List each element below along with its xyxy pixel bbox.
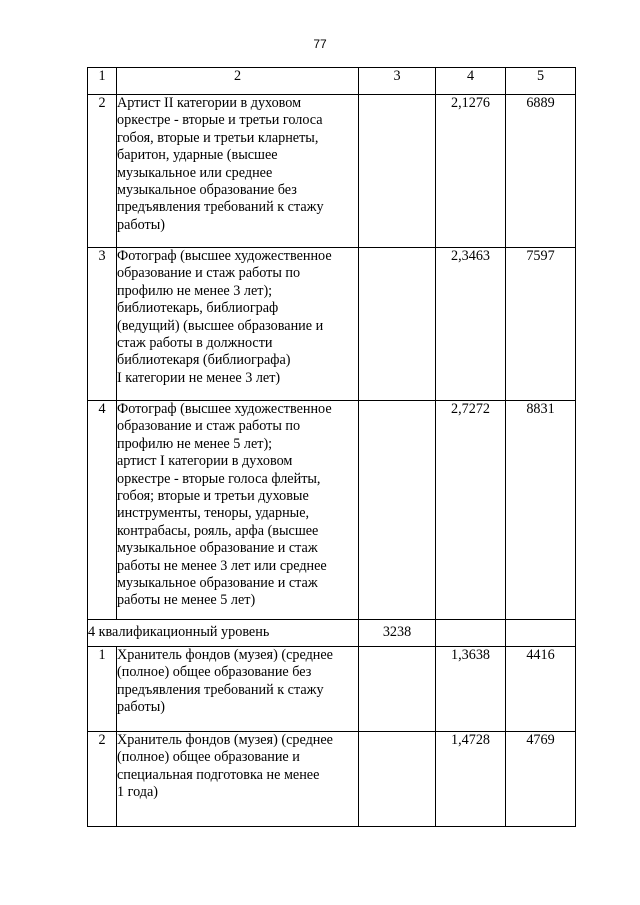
table-row [88, 95, 576, 248]
base-salary-cell: 3238 [359, 620, 436, 647]
coefficient-cell: 2,1276 [436, 95, 506, 248]
coefficient-cell: 2,3463 [436, 248, 506, 401]
empty-cell [359, 95, 436, 248]
position-description: Хранитель фондов (музея) (среднее (полное) общее образование без предъявления требований к стажу работы) [117, 647, 359, 732]
row-number: 2 [88, 732, 117, 827]
table-header-row [88, 68, 576, 95]
position-description: Хранитель фондов (музея) (среднее (полное) общее образование и специальная подготовка не менее 1 года) [117, 732, 359, 827]
table-row [88, 248, 576, 401]
coefficient-cell: 2,7272 [436, 401, 506, 620]
salary-cell: 8831 [506, 401, 576, 620]
salary-cell: 4416 [506, 647, 576, 732]
empty-cell [359, 732, 436, 827]
coefficient-cell: 1,3638 [436, 647, 506, 732]
salary-cell: 6889 [506, 95, 576, 248]
empty-cell [359, 647, 436, 732]
page-number: 77 [313, 37, 327, 51]
qualification-level-row [88, 620, 576, 647]
table-row [88, 732, 576, 827]
qualification-level-label: 4 квалификационный уровень [88, 620, 359, 647]
header-cell-5: 5 [506, 68, 576, 95]
row-number: 3 [88, 248, 117, 401]
row-number: 2 [88, 95, 117, 248]
salary-cell: 7597 [506, 248, 576, 401]
position-description: Фотограф (высшее художественное образование и стаж работы по профилю не менее 5 лет); артист I категории в духовом оркестре - вторые голоса флейты, гобоя; вторые и третьи духовые инструменты, теноры, ударные, контрабасы, рояль, арфа (высшее музыкальное образование и стаж работы не менее 3 лет или среднее музыкальное образование и стаж работы не менее 5 лет) [117, 401, 359, 620]
empty-cell [506, 620, 576, 647]
empty-cell [359, 401, 436, 620]
header-cell-2: 2 [117, 68, 359, 95]
empty-cell [359, 248, 436, 401]
table-row [88, 401, 576, 620]
row-number: 4 [88, 401, 117, 620]
salary-table [87, 67, 576, 827]
position-description: Фотограф (высшее художественное образование и стаж работы по профилю не менее 3 лет); библиотекарь, библиограф (ведущий) (высшее образование и стаж работы в должности библиотекаря (библиографа) I категории не менее 3 лет) [117, 248, 359, 401]
header-cell-1: 1 [88, 68, 117, 95]
table-row [88, 647, 576, 732]
row-number: 1 [88, 647, 117, 732]
coefficient-cell: 1,4728 [436, 732, 506, 827]
position-description: Артист II категории в духовом оркестре - вторые и третьи голоса гобоя, вторые и третьи кларнеты, баритон, ударные (высшее музыкальное или среднее музыкальное образование без предъявления требований к стажу работы) [117, 95, 359, 248]
salary-cell: 4769 [506, 732, 576, 827]
header-cell-4: 4 [436, 68, 506, 95]
header-cell-3: 3 [359, 68, 436, 95]
empty-cell [436, 620, 506, 647]
